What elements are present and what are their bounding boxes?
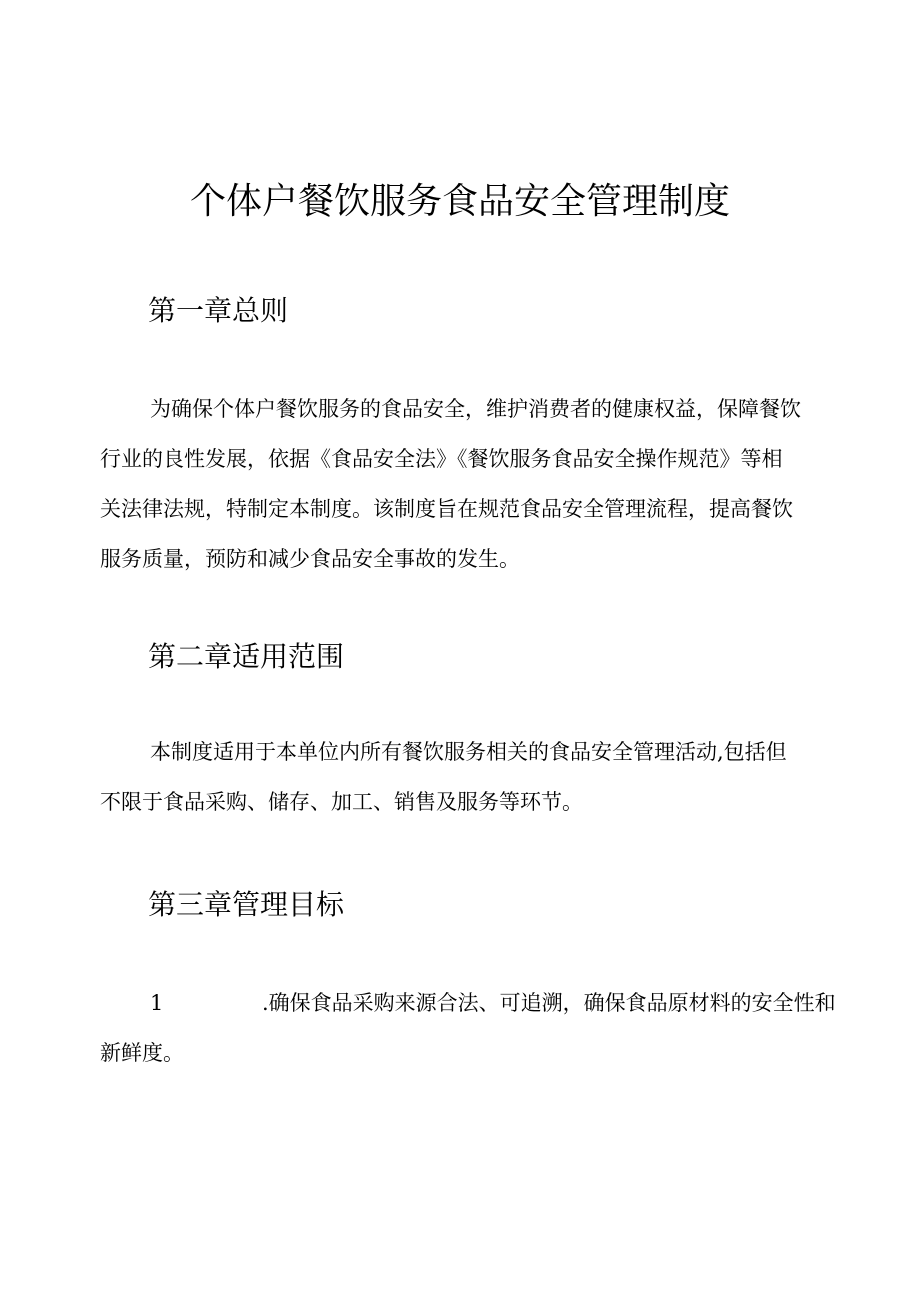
paragraph-line: 不限于食品采购、储存、加工、销售及服务等环节。 [100,790,583,814]
paragraph-line: 关法律法规，特制定本制度。该制度旨在规范食品安全管理流程，提高餐饮 [100,497,793,521]
document-title: 个体户餐饮服务食品安全管理制度 [189,181,730,222]
list-item [100,978,836,1028]
list-item-text: .确保食品采购来源合法、可追溯，确保食品原材料的安全性和 [262,991,836,1015]
chapter-1-paragraph [100,384,820,584]
paragraph-line: 本制度适用于本单位内所有餐饮服务相关的食品安全管理活动,包括但 [150,740,787,764]
chapter-2-paragraph [100,727,820,827]
chapter-1-heading: 第一章总则 [148,294,289,327]
chapter-3-heading: 第三章管理目标 [148,888,345,921]
list-item-number: 1 [150,991,164,1015]
paragraph-line: 为确保个体户餐饮服务的食品安全，维护消费者的健康权益，保障餐饮 [150,397,801,421]
list-item-continuation: 新鲜度。 [100,1041,184,1065]
chapter-2-heading: 第二章适用范围 [148,640,345,673]
paragraph-line: 服务质量，预防和减少食品安全事故的发生。 [100,547,520,571]
chapter-3-list [100,978,836,1078]
paragraph-line: 行业的良性发展，依据《食品安全法》《餐饮服务食品安全操作规范》等相 [100,447,783,471]
